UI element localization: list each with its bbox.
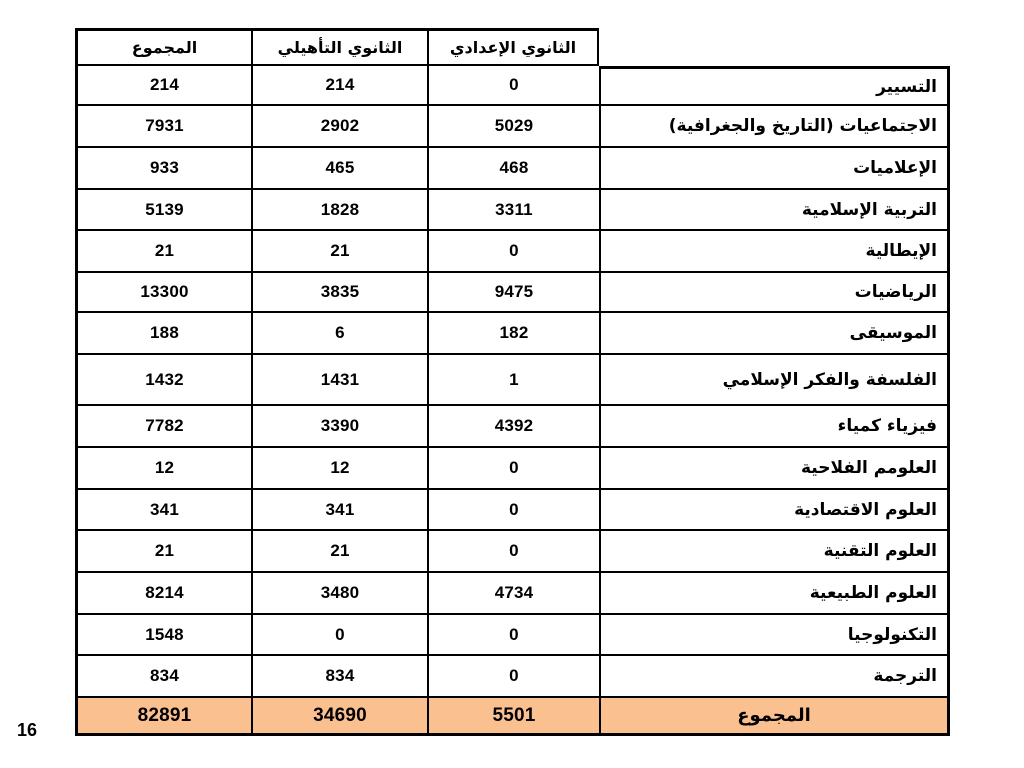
cell-total: 12: [75, 448, 251, 490]
cell-preparatory: 1: [427, 355, 599, 406]
cell-total: 341: [75, 490, 251, 531]
cell-total: 13300: [75, 273, 251, 313]
cell-qualifying: 21: [251, 531, 427, 573]
cell-qualifying: 1431: [251, 355, 427, 406]
row-label: العلوم التقنية: [599, 531, 950, 573]
cell-preparatory: 0: [427, 615, 599, 656]
total-row-label: المجموع: [599, 698, 950, 736]
row-label: العلوم الطبيعية: [599, 573, 950, 615]
cell-preparatory: 4734: [427, 573, 599, 615]
cell-preparatory: 4392: [427, 406, 599, 448]
row-label: التكنولوجيا: [599, 615, 950, 656]
cell-qualifying: 3480: [251, 573, 427, 615]
row-label: التسيير: [599, 66, 950, 106]
cell-total: 8214: [75, 573, 251, 615]
column-header-preparatory: الثانوي الإعدادي: [427, 28, 599, 66]
cell-qualifying: 3390: [251, 406, 427, 448]
row-label: العلومم الفلاحية: [599, 448, 950, 490]
row-label: الإيطالية: [599, 231, 950, 273]
row-label: فيزياء كمياء: [599, 406, 950, 448]
cell-total: 7782: [75, 406, 251, 448]
cell-qualifying: 341: [251, 490, 427, 531]
total-row-qualifying: 34690: [251, 698, 427, 736]
row-label: الاجتماعيات (التاريخ والجغرافية): [599, 106, 950, 148]
cell-total: 5139: [75, 190, 251, 231]
cell-preparatory: 0: [427, 531, 599, 573]
row-label: العلوم الاقتصادية: [599, 490, 950, 531]
cell-qualifying: 2902: [251, 106, 427, 148]
cell-preparatory: 0: [427, 490, 599, 531]
cell-preparatory: 3311: [427, 190, 599, 231]
subjects-table: [75, 28, 950, 736]
cell-preparatory: 0: [427, 656, 599, 698]
cell-preparatory: 9475: [427, 273, 599, 313]
row-label: التربية الإسلامية: [599, 190, 950, 231]
cell-qualifying: 0: [251, 615, 427, 656]
cell-qualifying: 1828: [251, 190, 427, 231]
cell-qualifying: 21: [251, 231, 427, 273]
cell-total: 933: [75, 148, 251, 190]
cell-preparatory: 0: [427, 66, 599, 106]
cell-qualifying: 214: [251, 66, 427, 106]
page-number: 16: [17, 720, 38, 740]
cell-preparatory: 182: [427, 313, 599, 355]
cell-preparatory: 468: [427, 148, 599, 190]
cell-qualifying: 465: [251, 148, 427, 190]
cell-total: 1432: [75, 355, 251, 406]
row-label: الفلسفة والفكر الإسلامي: [599, 355, 950, 406]
cell-total: 21: [75, 531, 251, 573]
cell-qualifying: 834: [251, 656, 427, 698]
column-header-total: المجموع: [75, 28, 251, 66]
cell-preparatory: 0: [427, 231, 599, 273]
cell-total: 188: [75, 313, 251, 355]
row-label: الموسيقى: [599, 313, 950, 355]
cell-qualifying: 3835: [251, 273, 427, 313]
row-label: الترجمة: [599, 656, 950, 698]
cell-total: 21: [75, 231, 251, 273]
cell-qualifying: 12: [251, 448, 427, 490]
total-row-total: 82891: [75, 698, 251, 736]
cell-total: 7931: [75, 106, 251, 148]
row-label: الإعلاميات: [599, 148, 950, 190]
column-header-qualifying: الثانوي التأهيلي: [251, 28, 427, 66]
cell-preparatory: 5029: [427, 106, 599, 148]
cell-preparatory: 0: [427, 448, 599, 490]
header-spacer: [599, 28, 950, 66]
cell-total: 1548: [75, 615, 251, 656]
cell-total: 834: [75, 656, 251, 698]
total-row-preparatory: 5501: [427, 698, 599, 736]
cell-total: 214: [75, 66, 251, 106]
cell-qualifying: 6: [251, 313, 427, 355]
row-label: الرياضيات: [599, 273, 950, 313]
